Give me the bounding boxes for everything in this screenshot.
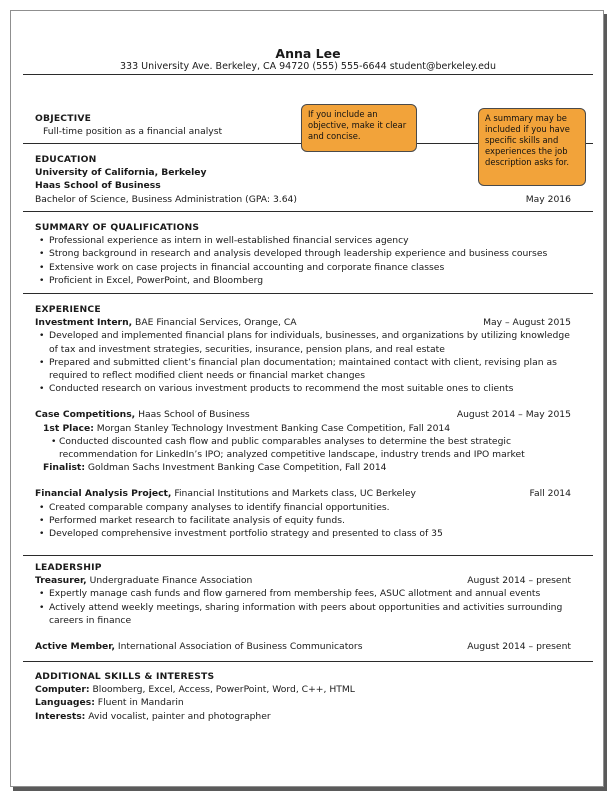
summary-divider — [23, 293, 593, 294]
summary-item: • Extensive work on case projects in financial accounting and corporate finance classes — [35, 261, 571, 274]
leadership-section — [35, 561, 571, 653]
skills-languages — [35, 696, 571, 709]
internship-title: Investment Intern, — [35, 317, 133, 329]
case-title: Case Competitions, — [35, 409, 136, 421]
education-heading: EDUCATION — [35, 154, 97, 165]
case-row — [35, 408, 571, 421]
experience-divider — [23, 555, 593, 556]
languages-text: Fluent in Mandarin — [94, 697, 184, 709]
project-bullets — [35, 501, 571, 541]
case-first-place — [35, 422, 571, 435]
internship-date: May – August 2015 — [483, 317, 571, 329]
treasurer-bullets — [35, 587, 571, 627]
objective-heading: OBJECTIVE — [35, 113, 92, 124]
computer-label: Computer: — [35, 684, 90, 696]
summary-callout: A summary may be included if you have specific skills and experiences the job description asks for. — [478, 108, 586, 186]
case-org: Haas School of Business — [135, 409, 250, 421]
contact-line: 333 University Ave. Berkeley, CA 94720 (555) 555-6644 student@berkeley.edu — [120, 61, 496, 72]
project-row — [35, 487, 571, 500]
finalist-text: Goldman Sachs Investment Banking Case Competition, Fall 2014 — [85, 462, 387, 474]
case-bullets — [35, 435, 571, 461]
treasurer-bullet: • Actively attend weekly meetings, sharing information with peers about opportunities and activities surrounding careers in finance — [35, 601, 571, 627]
finalist-label: Finalist: — [43, 462, 85, 474]
resume-page — [10, 10, 604, 787]
objective-text: Full-time position as a financial analyst — [43, 126, 223, 138]
treasurer-date: August 2014 – present — [467, 575, 571, 587]
experience-heading: EXPERIENCE — [35, 304, 101, 315]
summary-item: • Proficient in Excel, PowerPoint, and Bloomberg — [35, 274, 571, 287]
case-date: August 2014 – May 2015 — [456, 409, 571, 421]
skills-interests — [35, 710, 571, 723]
member-row — [35, 640, 571, 653]
education-date: May 2016 — [525, 193, 571, 205]
languages-label: Languages: — [35, 697, 95, 709]
internship-bullets — [35, 329, 571, 395]
case-finalist — [35, 461, 571, 474]
case-bullet: • Conducted discounted cash flow and public comparables analyses to determine the best strategic recommendation for LinkedIn’s IPO; analyzed competitive landscape, industry trends and IPO market — [49, 435, 571, 461]
project-date: Fall 2014 — [529, 488, 571, 500]
summary-section — [35, 221, 571, 287]
treasurer-org: Undergraduate Finance Association — [86, 575, 253, 587]
project-bullet: • Performed market research to facilitate analysis of equity funds. — [35, 514, 571, 527]
summary-heading: SUMMARY OF QUALIFICATIONS — [35, 222, 200, 233]
summary-item: • Professional experience as intern in well-established financial services agency — [35, 234, 571, 247]
first-place-text: Morgan Stanley Technology Investment Banking Case Competition, Fall 2014 — [93, 422, 451, 434]
project-bullet: • Developed comprehensive investment portfolio strategy and presented to class of 35 — [35, 527, 571, 540]
education-college: Haas School of Business — [35, 180, 161, 192]
internship-org: BAE Financial Services, Orange, CA — [132, 317, 297, 329]
skills-heading: ADDITIONAL SKILLS & INTERESTS — [35, 671, 215, 682]
summary-item: • Strong background in research and analysis developed through leadership experience and business courses — [35, 247, 571, 260]
objective-callout: If you include an objective, make it clear and concise. — [301, 104, 417, 152]
member-title: Active Member, — [35, 641, 115, 653]
computer-text: Bloomberg, Excel, Access, PowerPoint, Word, C++, HTML — [89, 684, 355, 696]
treasurer-bullet: • Expertly manage cash funds and flow garnered from membership fees, ASUC allotment and annual events — [35, 587, 571, 600]
skills-section — [35, 670, 571, 723]
education-divider — [23, 211, 593, 212]
summary-list — [35, 234, 571, 287]
project-org: Financial Institutions and Markets class, UC Berkeley — [171, 488, 416, 500]
candidate-name: Anna Lee — [275, 46, 341, 61]
education-degree-row — [35, 193, 571, 206]
experience-section — [35, 303, 571, 540]
treasurer-title: Treasurer, — [35, 575, 87, 587]
interests-text: Avid vocalist, painter and photographer — [85, 710, 271, 722]
project-title: Financial Analysis Project, — [35, 488, 172, 500]
internship-bullet: • Developed and implemented financial plans for individuals, businesses, and organizations by utilizing knowledge of tax and investment strategies, securities, insurance, pension plans, and real estate — [35, 329, 571, 355]
internship-bullet: • Prepared and submitted client’s financial plan documentation; maintained contact with client, revising plan as required to reflect modified client needs or financial market changes — [35, 356, 571, 382]
internship-row — [35, 316, 571, 329]
skills-computer — [35, 683, 571, 696]
leadership-heading: LEADERSHIP — [35, 562, 102, 573]
leadership-divider — [23, 661, 593, 662]
education-degree: Bachelor of Science, Business Administration (GPA: 3.64) — [35, 193, 297, 205]
member-org: International Association of Business Communicators — [114, 641, 363, 653]
interests-label: Interests: — [35, 710, 86, 722]
education-school: University of California, Berkeley — [35, 167, 207, 179]
header-divider — [23, 74, 593, 75]
treasurer-row — [35, 574, 571, 587]
first-place-label: 1st Place: — [43, 422, 94, 434]
project-bullet: • Created comparable company analyses to identify financial opportunities. — [35, 501, 571, 514]
member-date: August 2014 – present — [467, 641, 571, 653]
internship-bullet: • Conducted research on various investment products to recommend the most suitable ones to clients — [35, 382, 571, 395]
